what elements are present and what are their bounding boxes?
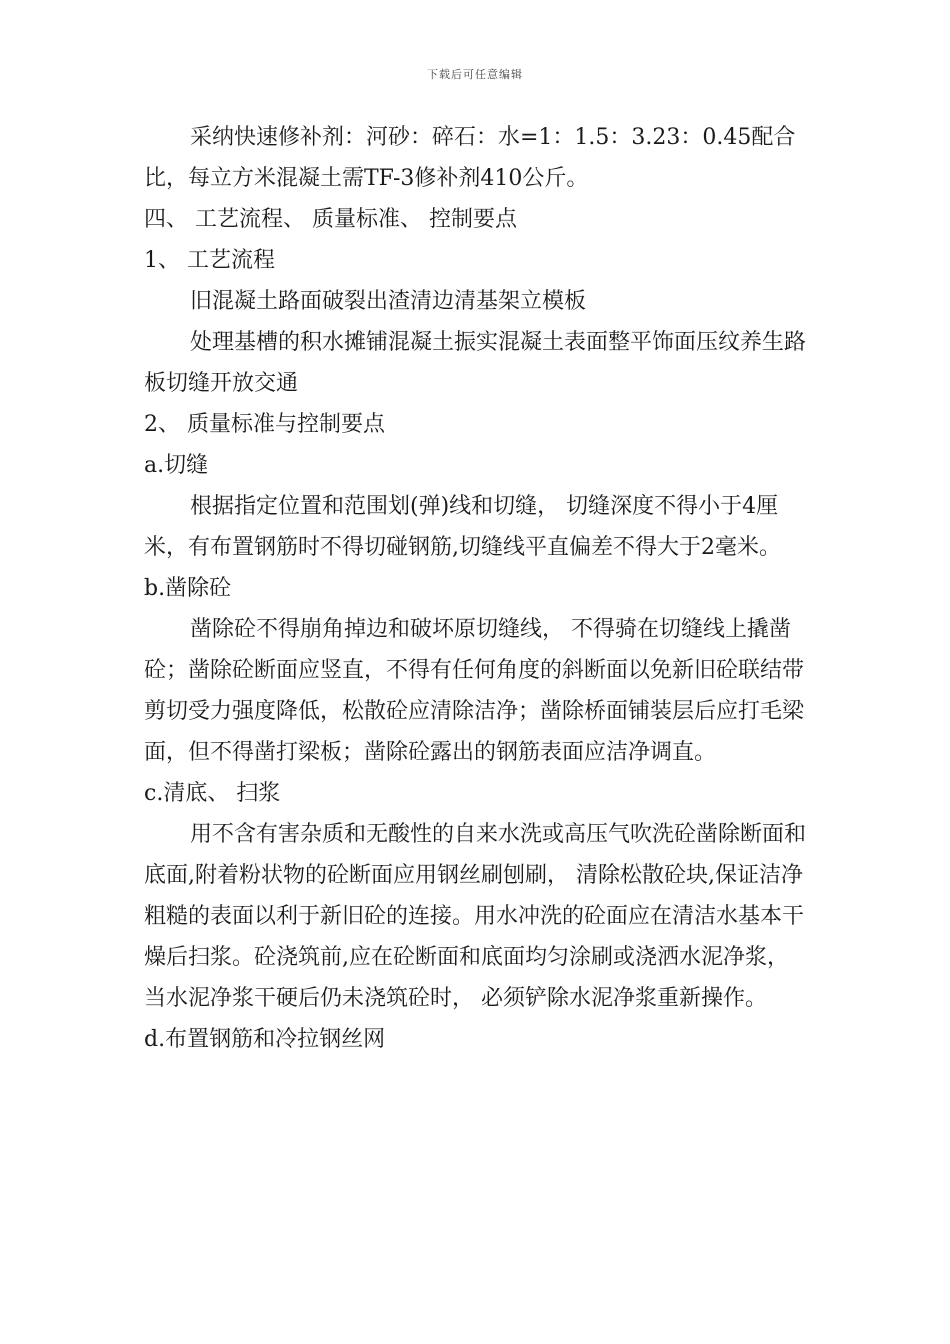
item-heading-b: b.凿除砼 <box>144 576 232 601</box>
item-heading-a: a.切缝 <box>144 453 209 478</box>
paragraph-process-step-1: 旧混凝土路面破裂出渣清边清基架立模板 <box>190 289 587 314</box>
item-heading-d: d.布置钢筋和冷拉钢丝网 <box>144 1027 386 1052</box>
paragraph-cutting: 根据指定位置和范围划(弹)线和切缝， 切缝深度不得小于4厘米，有布置钢筋时不得切碰钢筋,切缝线平直偏差不得大于2毫米。 <box>144 494 781 560</box>
item-heading-c: c.清底、 扫浆 <box>144 781 281 806</box>
subheading-quality-standards: 2、 质量标准与控制要点 <box>144 412 385 437</box>
subheading-process-flow: 1、 工艺流程 <box>144 248 275 273</box>
document-body <box>144 117 810 1060</box>
paragraph-process-step-2: 处理基槽的积水摊铺混凝土振实混凝土表面整平饰面压纹养生路板切缝开放交通 <box>144 330 807 396</box>
paragraph-cleaning: 用不含有害杂质和无酸性的自来水洗或高压气吹洗砼凿除断面和底面,附着粉状物的砼断面应用钢丝刷刨刷， 清除松散砼块,保证洁净粗糙的表面以利于新旧砼的连接。用水冲洗的砼面应在清洁水基本干燥后扫浆。砼浇筑前,应在砼断面和底面均匀涂刷或浇洒水泥净浆， 当水泥净浆干硬后仍未浇筑砼时， 必须铲除水泥净浆重新操作。 <box>144 822 807 1011</box>
paragraph-mix-ratio: 采纳快速修补剂：河砂：碎石：水=1：1.5：3.23：0.45配合比，每立方米混凝土需TF-3修补剂410公斤。 <box>144 125 796 191</box>
paragraph-chiseling: 凿除砼不得崩角掉边和破坏原切缝线， 不得骑在切缝线上撬凿砼；凿除砼断面应竖直，不得有任何角度的斜断面以免新旧砼联结带剪切受力强度降低，松散砼应清除洁净；凿除桥面铺装层后应打毛梁面，但不得凿打梁板；凿除砼露出的钢筋表面应洁净调直。 <box>144 617 805 765</box>
section-heading-4: 四、 工艺流程、 质量标准、 控制要点 <box>144 207 517 232</box>
page-header-note: 下载后可任意编辑 <box>427 68 523 81</box>
